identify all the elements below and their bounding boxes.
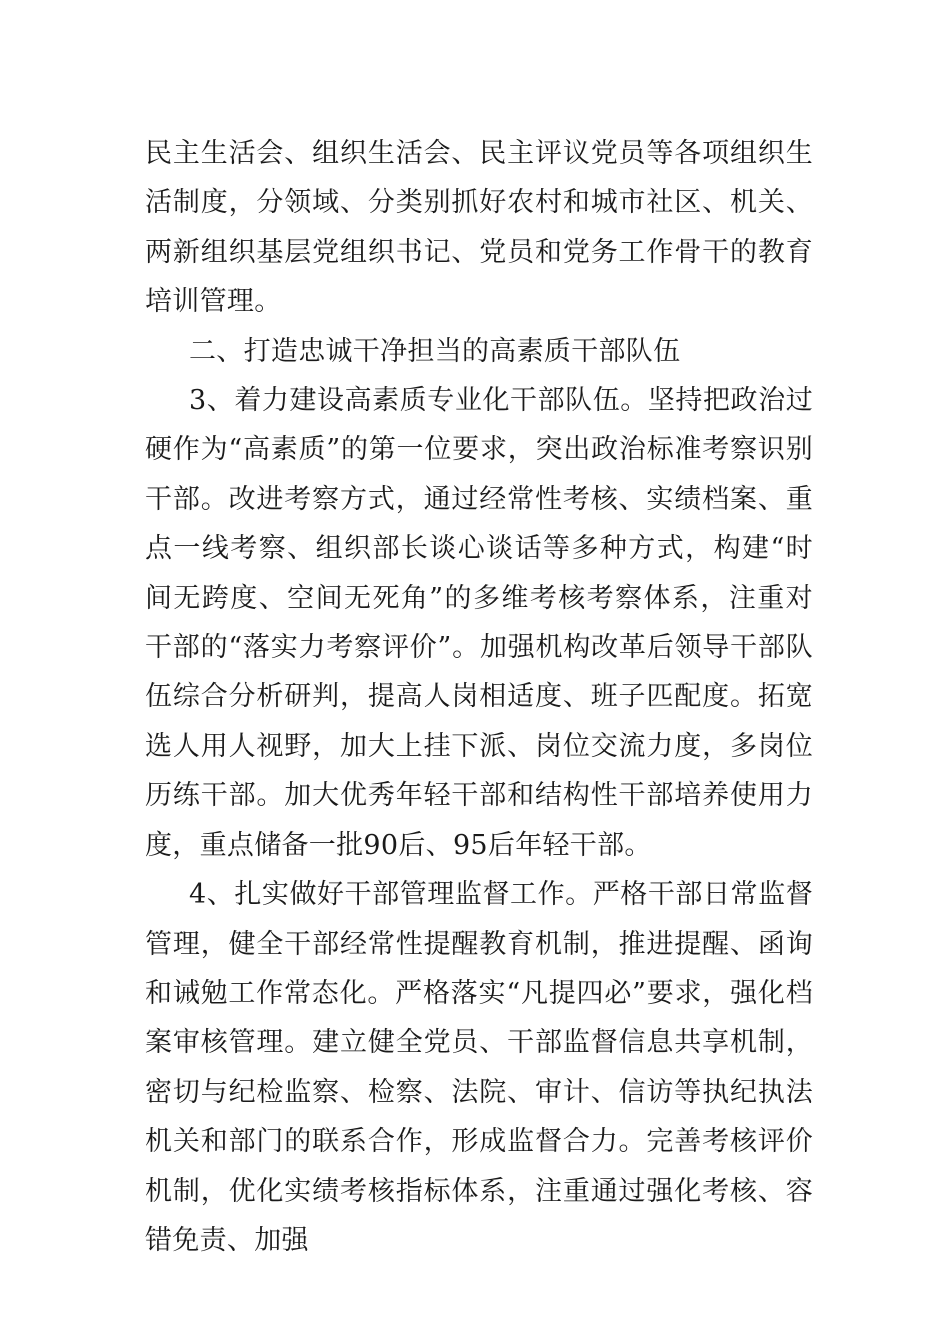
paragraph-item-4: 4、扎实做好干部管理监督工作。严格干部日常监督管理，健全干部经常性提醒教育机制，推进提醒、函询和诫勉工作常态化。严格落实“凡提四必”要求，强化档案审核管理。建立健全党员、干部监督信息共享机制，密切与纪检监察、检察、法院、审计、信访等执纪执法机关和部门的联系合作，形成监督合力。完善考核评价机制，优化实绩考核指标体系，注重通过强化考核、容错免责、加强 xyxy=(145,879,813,1256)
section-heading: 二、打造忠诚干净担当的高素质干部队伍 xyxy=(189,335,681,367)
paragraph-item-3: 3、着力建设高素质专业化干部队伍。坚持把政治过硬作为“高素质”的第一位要求，突出政治标准考察识别干部。改进考察方式，通过经常性考核、实绩档案、重点一线考察、组织部长谈心谈话等多种方式，构建“时间无跨度、空间无死角”的多维考核考察体系，注重对干部的“落实力考察评价”。加强机构改革后领导干部队伍综合分析研判，提高人岗相适度、班子匹配度。拓宽选人用人视野，加大上挂下派、岗位交流力度，多岗位历练干部。加大优秀年轻干部和结构性干部培养使用力度，重点储备一批90后、95后年轻干部。 xyxy=(145,385,813,861)
body-text xyxy=(145,129,813,1265)
paragraph-continuation: 民主生活会、组织生活会、民主评议党员等各项组织生活制度，分领域、分类别抓好农村和城市社区、机关、两新组织基层党组织书记、党员和党务工作骨干的教育培训管理。 xyxy=(145,138,813,318)
